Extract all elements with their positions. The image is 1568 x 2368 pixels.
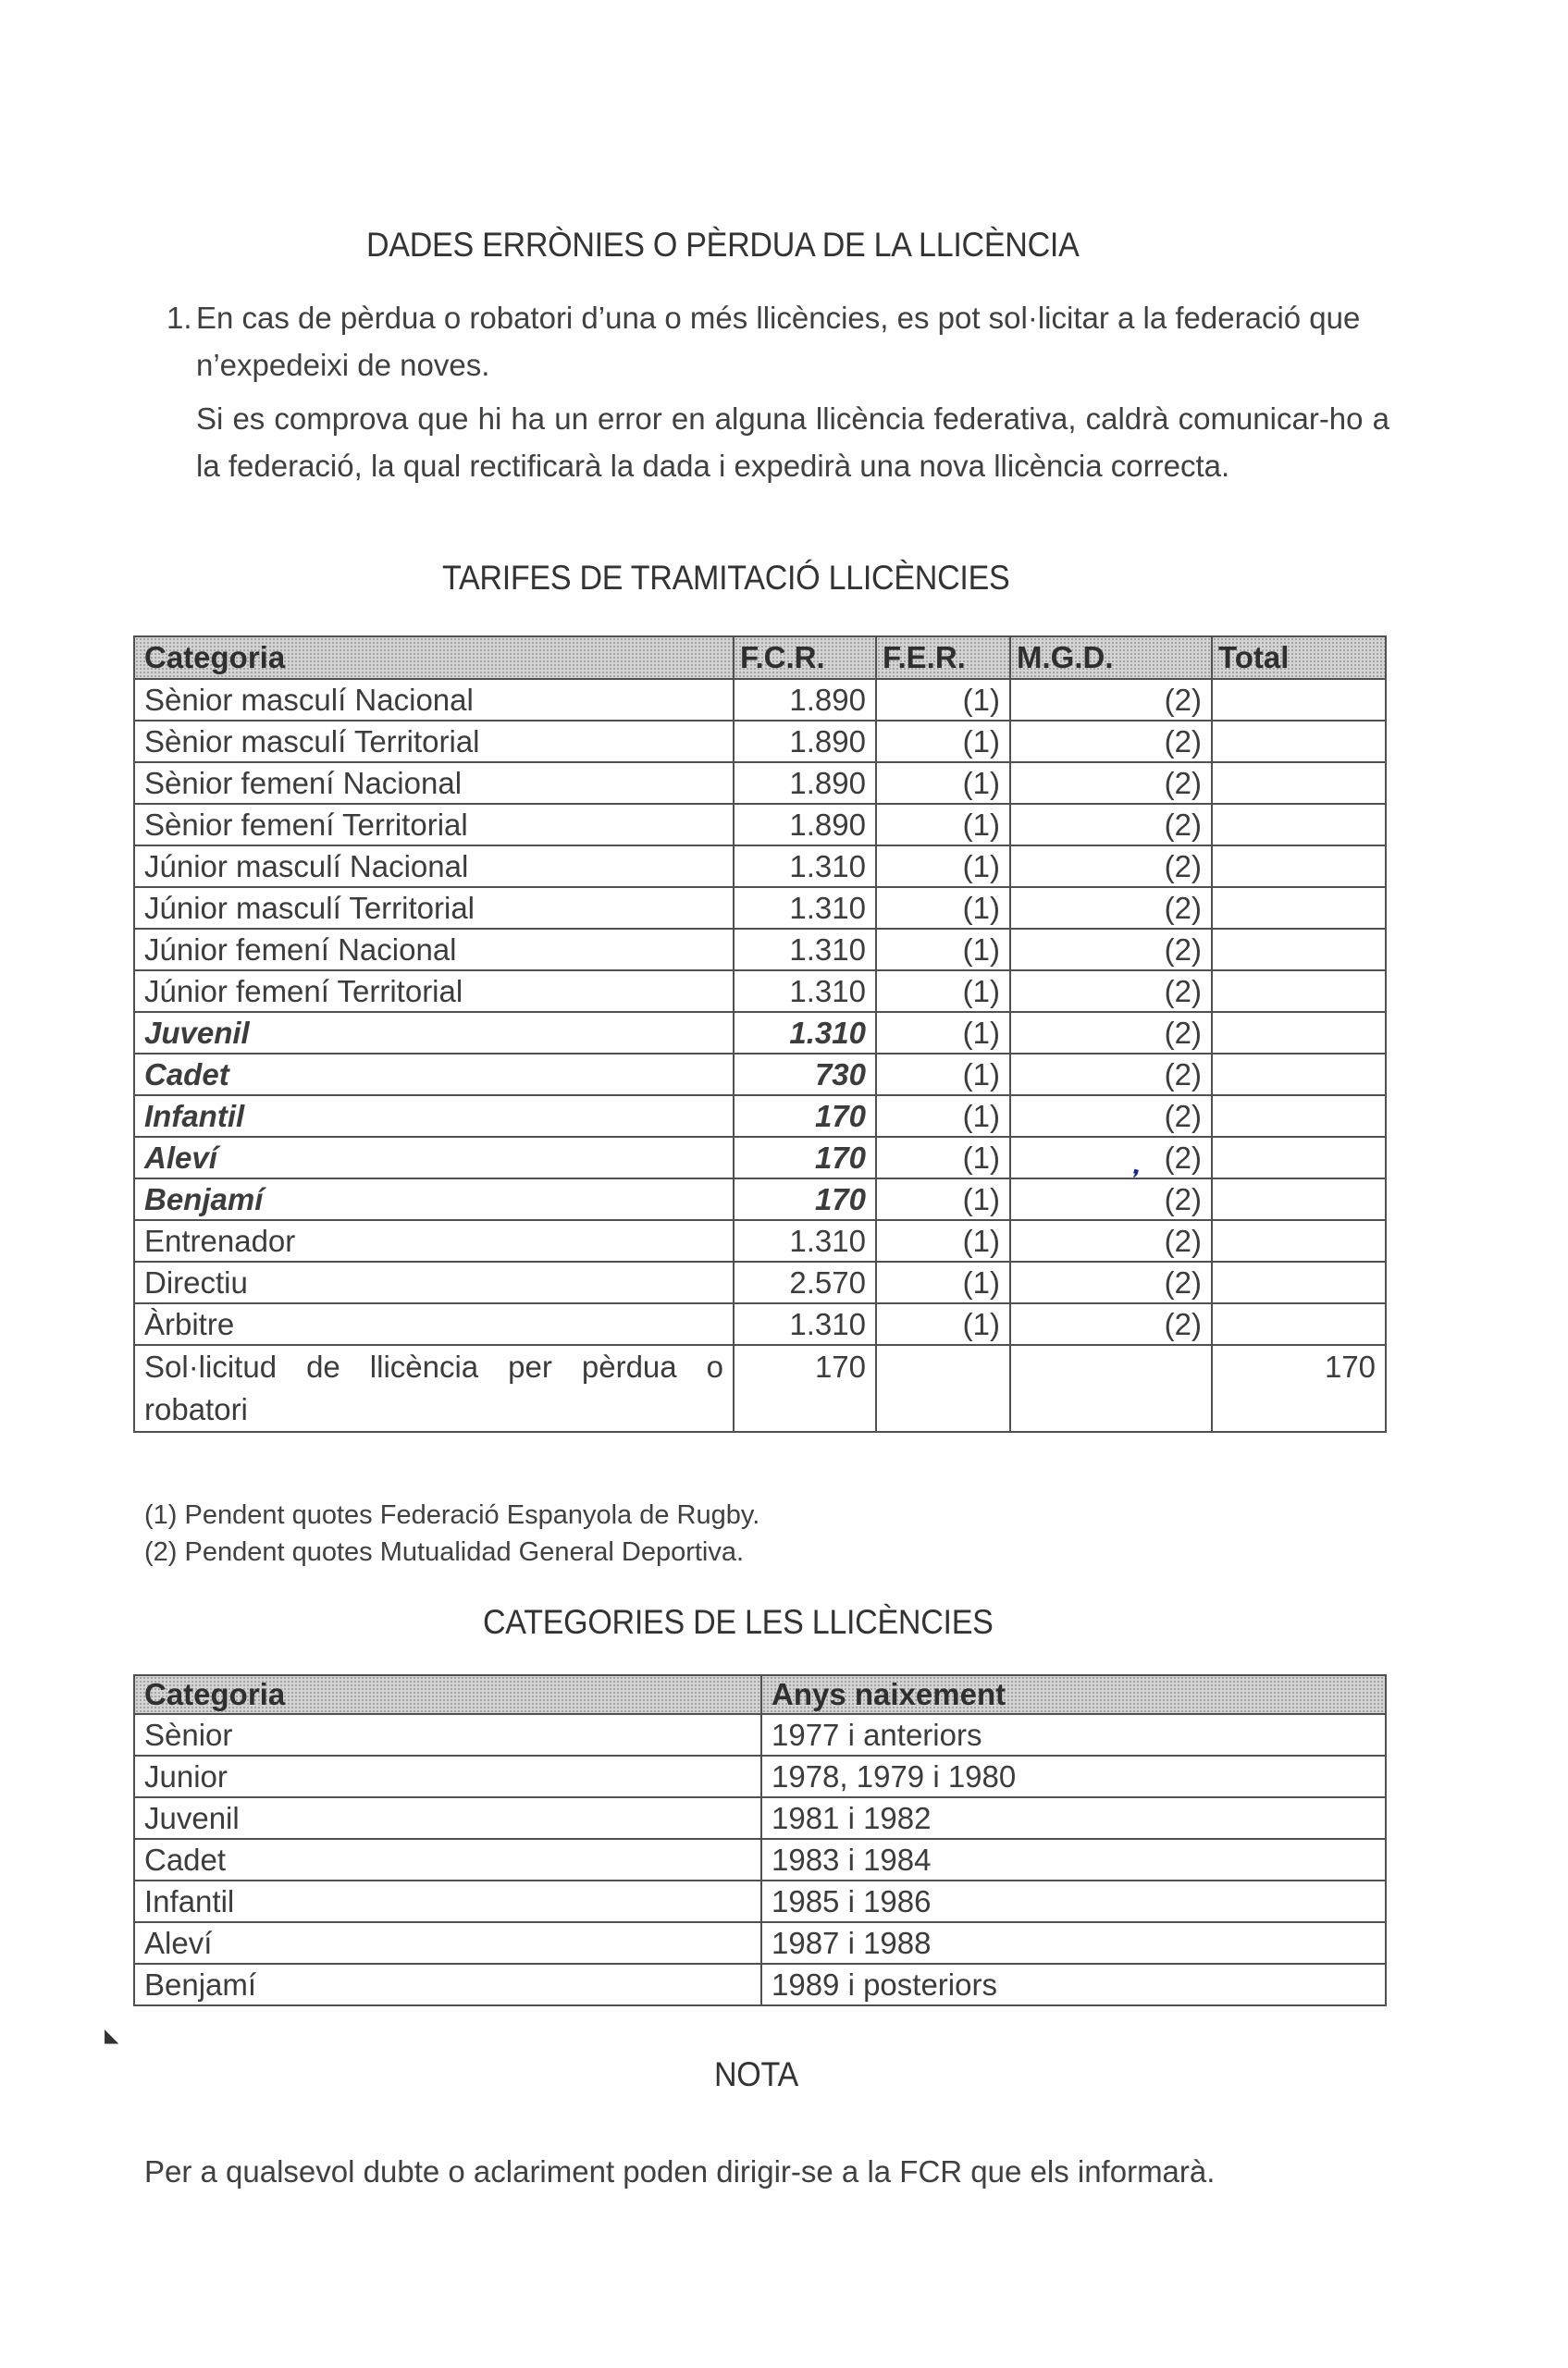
table-row xyxy=(134,1137,1386,1178)
table-row xyxy=(134,1012,1386,1054)
table-row xyxy=(134,804,1386,845)
cell-fer: (1) xyxy=(876,970,1010,1012)
table-row xyxy=(134,1881,1386,1922)
table-row xyxy=(134,1054,1386,1095)
cell-fer: (1) xyxy=(876,1303,1010,1345)
categories-body xyxy=(134,1714,1386,2005)
cell-anys-naixement: 1987 i 1988 xyxy=(761,1922,1386,1964)
cell-categoria: Aleví xyxy=(134,1922,761,1964)
cell-total xyxy=(1212,1220,1386,1262)
table-row xyxy=(134,887,1386,929)
cell-fer: (1) xyxy=(876,1220,1010,1262)
header-total: Total xyxy=(1212,636,1386,679)
item1-paragraph: En cas de pèrdua o robatori d’una o més llicències, es pot sol·licitar a la federació que n’expedeixi de noves. xyxy=(196,301,1361,382)
cell-fcr: 1.310 xyxy=(734,929,876,970)
cell-categoria: Juvenil xyxy=(134,1012,734,1054)
table-row xyxy=(134,1756,1386,1797)
cell-total xyxy=(1212,1054,1386,1095)
cell-fer: (1) xyxy=(876,1095,1010,1137)
cell-categoria: Junior xyxy=(134,1756,761,1797)
cell-anys-naixement: 1989 i posteriors xyxy=(761,1964,1386,2005)
cell-categoria: Júnior femení Nacional xyxy=(134,929,734,970)
tarifes-table xyxy=(133,635,1387,1433)
cell-total xyxy=(1212,1012,1386,1054)
table-header-row xyxy=(134,1675,1386,1714)
categories-table xyxy=(133,1674,1387,2006)
cell-mgd: (2) xyxy=(1010,887,1212,929)
cell-total xyxy=(1212,804,1386,845)
cell-total xyxy=(1212,970,1386,1012)
footnote: (2) Pendent quotes Mutualidad General Deportiva. xyxy=(144,1537,745,1567)
table-row xyxy=(134,1839,1386,1881)
footnotes xyxy=(144,1497,759,1571)
cell-categoria: Sènior masculí Nacional xyxy=(134,679,734,721)
cell-categoria: Infantil xyxy=(134,1881,761,1922)
table-row xyxy=(134,762,1386,804)
cell-fcr: 1.890 xyxy=(734,721,876,762)
header-anys-naixement: Anys naixement xyxy=(761,1675,1386,1714)
cell-mgd: (2) xyxy=(1010,1012,1212,1054)
cell-categoria: Benjamí xyxy=(134,1964,761,2005)
header-fer: F.E.R. xyxy=(876,636,1010,679)
cell-categoria: Aleví xyxy=(134,1137,734,1178)
cell-fcr: 170 xyxy=(734,1095,876,1137)
cell-fcr: 170 xyxy=(734,1137,876,1178)
table-row xyxy=(134,1922,1386,1964)
cell-mgd: (2) xyxy=(1010,1137,1212,1178)
cell-mgd: (2) xyxy=(1010,845,1212,887)
cell-total xyxy=(1212,1303,1386,1345)
cell-fcr: 730 xyxy=(734,1054,876,1095)
cell-fer xyxy=(876,1345,1010,1432)
cell-fcr: 170 xyxy=(734,1345,876,1432)
cell-anys-naixement: 1985 i 1986 xyxy=(761,1881,1386,1922)
ink-mark-icon: ❜ xyxy=(1127,1164,1142,1193)
cell-mgd: (2) xyxy=(1010,721,1212,762)
cell-categoria: Sènior femení Territorial xyxy=(134,804,734,845)
cell-total xyxy=(1212,679,1386,721)
cell-anys-naixement: 1981 i 1982 xyxy=(761,1797,1386,1839)
header-fcr: F.C.R. xyxy=(734,636,876,679)
table-row xyxy=(134,721,1386,762)
cell-fcr: 1.310 xyxy=(734,887,876,929)
cell-categoria: Cadet xyxy=(134,1054,734,1095)
footnote: (1) Pendent quotes Federació Espanyola de Rugby. xyxy=(144,1500,760,1530)
categories-heading: CATEGORIES DE LES LLICÈNCIES xyxy=(483,1603,994,1641)
table-row xyxy=(134,1345,1386,1432)
cell-mgd: (2) xyxy=(1010,1262,1212,1303)
cell-fcr: 1.310 xyxy=(734,1012,876,1054)
cell-anys-naixement: 1978, 1979 i 1980 xyxy=(761,1756,1386,1797)
tarifes-body xyxy=(134,679,1386,1432)
cell-fcr: 1.310 xyxy=(734,970,876,1012)
cell-categoria: Sènior masculí Territorial xyxy=(134,721,734,762)
cell-categoria: Benjamí xyxy=(134,1178,734,1220)
cell-fer: (1) xyxy=(876,887,1010,929)
table-row xyxy=(134,679,1386,721)
cell-anys-naixement: 1983 i 1984 xyxy=(761,1839,1386,1881)
cell-mgd xyxy=(1010,1345,1212,1432)
table-row xyxy=(134,1797,1386,1839)
cell-total xyxy=(1212,1137,1386,1178)
table-header-row xyxy=(134,636,1386,679)
cell-fcr: 1.310 xyxy=(734,1220,876,1262)
cell-mgd: (2) xyxy=(1010,970,1212,1012)
cell-mgd: (2) xyxy=(1010,1095,1212,1137)
cell-total xyxy=(1212,1262,1386,1303)
cell-fer: (1) xyxy=(876,1262,1010,1303)
cell-fer: (1) xyxy=(876,762,1010,804)
table-row xyxy=(134,970,1386,1012)
cell-fcr: 1.310 xyxy=(734,845,876,887)
header-mgd: M.G.D. xyxy=(1010,636,1212,679)
cell-total xyxy=(1212,1095,1386,1137)
cell-categoria: Sol·licitud de llicència per pèrdua o robatori xyxy=(134,1345,734,1432)
cell-mgd: (2) xyxy=(1010,1220,1212,1262)
cell-fer: (1) xyxy=(876,1054,1010,1095)
table-row xyxy=(134,929,1386,970)
cell-fcr: 1.890 xyxy=(734,804,876,845)
table-row xyxy=(134,1964,1386,2005)
cell-total xyxy=(1212,929,1386,970)
cell-fcr: 170 xyxy=(734,1178,876,1220)
cell-categoria: Júnior femení Territorial xyxy=(134,970,734,1012)
cell-categoria: Juvenil xyxy=(134,1797,761,1839)
cell-fer: (1) xyxy=(876,1178,1010,1220)
cell-fer: (1) xyxy=(876,679,1010,721)
cell-fcr: 1.310 xyxy=(734,1303,876,1345)
cell-fer: (1) xyxy=(876,1137,1010,1178)
cell-fer: (1) xyxy=(876,845,1010,887)
cell-fer: (1) xyxy=(876,929,1010,970)
cell-fer: (1) xyxy=(876,804,1010,845)
ink-mark-icon: ◣ xyxy=(105,2026,119,2046)
cell-mgd: (2) xyxy=(1010,762,1212,804)
cell-categoria: Júnior masculí Territorial xyxy=(134,887,734,929)
cell-mgd: (2) xyxy=(1010,679,1212,721)
cell-categoria: Entrenador xyxy=(134,1220,734,1262)
nota-paragraph: Per a qualsevol dubte o aclariment poden dirigir-se a la FCR que els informarà. xyxy=(144,2154,1216,2189)
cell-total xyxy=(1212,1178,1386,1220)
cell-mgd: (2) xyxy=(1010,1303,1212,1345)
table-row xyxy=(134,1220,1386,1262)
cell-categoria: Infantil xyxy=(134,1095,734,1137)
cell-categoria: Sènior xyxy=(134,1714,761,1756)
cell-categoria: Sènior femení Nacional xyxy=(134,762,734,804)
table-row xyxy=(134,1095,1386,1137)
cell-fer: (1) xyxy=(876,1012,1010,1054)
table-row xyxy=(134,1714,1386,1756)
cell-fcr: 1.890 xyxy=(734,679,876,721)
cell-total: 170 xyxy=(1212,1345,1386,1432)
header-categoria: Categoria xyxy=(134,1675,761,1714)
cell-mgd: (2) xyxy=(1010,1054,1212,1095)
cell-total xyxy=(1212,887,1386,929)
cell-anys-naixement: 1977 i anteriors xyxy=(761,1714,1386,1756)
cell-fcr: 2.570 xyxy=(734,1262,876,1303)
item2-paragraph: Si es comprova que hi ha un error en alguna llicència federativa, caldrà comunicar-ho a la federació, la qual rectificarà la dada i expedirà una nova llicència correcta. xyxy=(196,401,1389,483)
cell-mgd: (2) xyxy=(1010,1178,1212,1220)
header-categoria: Categoria xyxy=(134,636,734,679)
table-row xyxy=(134,845,1386,887)
cell-mgd: (2) xyxy=(1010,929,1212,970)
cell-categoria: Cadet xyxy=(134,1839,761,1881)
cell-fcr: 1.890 xyxy=(734,762,876,804)
cell-total xyxy=(1212,721,1386,762)
table-row xyxy=(134,1178,1386,1220)
tarifes-heading: TARIFES DE TRAMITACIÓ LLICÈNCIES xyxy=(442,559,1010,597)
cell-fer: (1) xyxy=(876,721,1010,762)
cell-categoria: Directiu xyxy=(134,1262,734,1303)
cell-total xyxy=(1212,845,1386,887)
cell-categoria: Àrbitre xyxy=(134,1303,734,1345)
cell-mgd: (2) xyxy=(1010,804,1212,845)
cell-total xyxy=(1212,762,1386,804)
cell-categoria: Júnior masculí Nacional xyxy=(134,845,734,887)
table-row xyxy=(134,1262,1386,1303)
item-number: 1. xyxy=(167,301,192,335)
nota-heading: NOTA xyxy=(714,2055,798,2093)
table-row xyxy=(134,1303,1386,1345)
main-heading: DADES ERRÒNIES O PÈRDUA DE LA LLICÈNCIA xyxy=(366,226,1080,264)
